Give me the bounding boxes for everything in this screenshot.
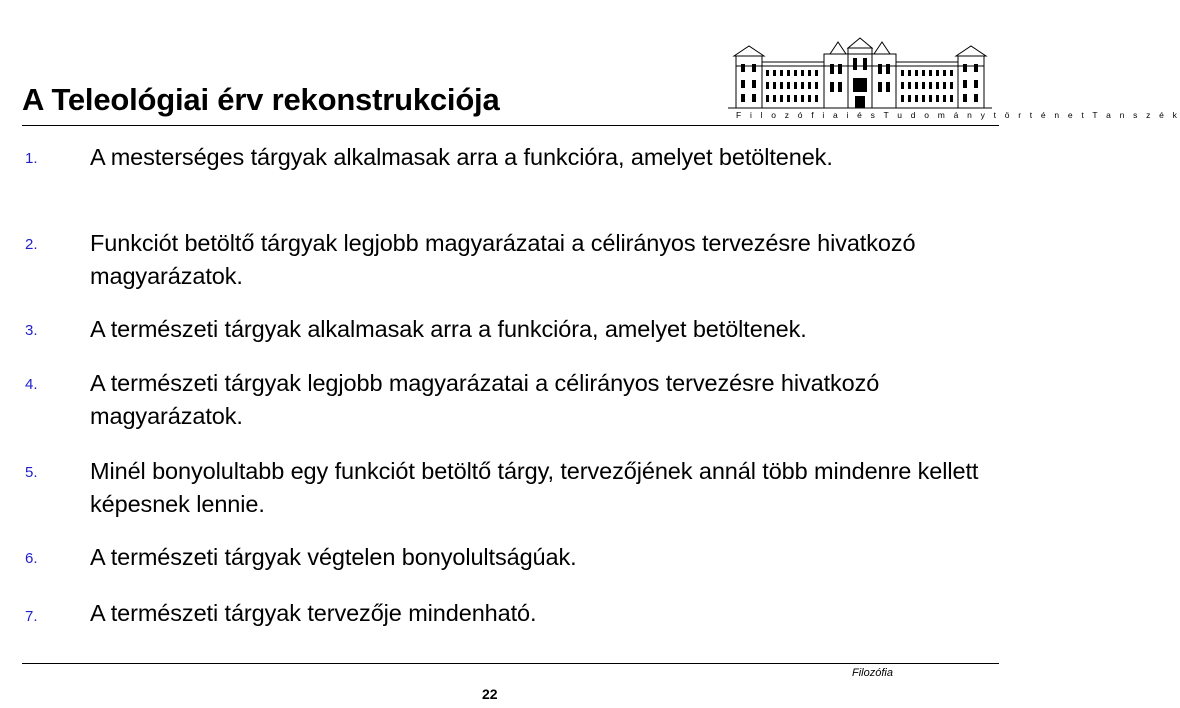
list-number: 3.	[25, 322, 38, 339]
department-caption: F i l o z ó f i a i é s T u d o m á n y t ö r t é n e t T a n s z é k	[736, 110, 1180, 120]
list-number: 4.	[25, 376, 38, 393]
list-text: A természeti tárgyak tervezője mindenható.	[90, 600, 537, 626]
page-number: 22	[482, 686, 498, 702]
list-text: Funkciót betöltő tárgyak legjobb magyarázatai a célirányos tervezésre hivatkozó magyarázatok.	[90, 230, 916, 289]
list-number: 2.	[25, 236, 38, 253]
footer-divider	[22, 663, 999, 664]
list-text: A természeti tárgyak alkalmasak arra a funkcióra, amelyet betöltenek.	[90, 316, 807, 342]
list-text: Minél bonyolultabb egy funkciót betöltő tárgy, tervezőjének annál több mindenre kellett képesnek lennie.	[90, 458, 979, 517]
list-number: 5.	[25, 464, 38, 481]
list-number: 7.	[25, 608, 38, 625]
footer-label: Filozófia	[852, 667, 893, 679]
list-number: 1.	[25, 150, 38, 167]
list-text: A természeti tárgyak végtelen bonyolultságúak.	[90, 544, 577, 570]
list-number: 6.	[25, 550, 38, 567]
title-divider	[22, 125, 999, 126]
list-text: A természeti tárgyak legjobb magyarázatai a célirányos tervezésre hivatkozó magyarázatok.	[90, 370, 880, 429]
slide-title: A Teleológiai érv rekonstrukciója	[22, 82, 500, 117]
list-text: A mesterséges tárgyak alkalmasak arra a funkcióra, amelyet betöltenek.	[90, 144, 833, 170]
